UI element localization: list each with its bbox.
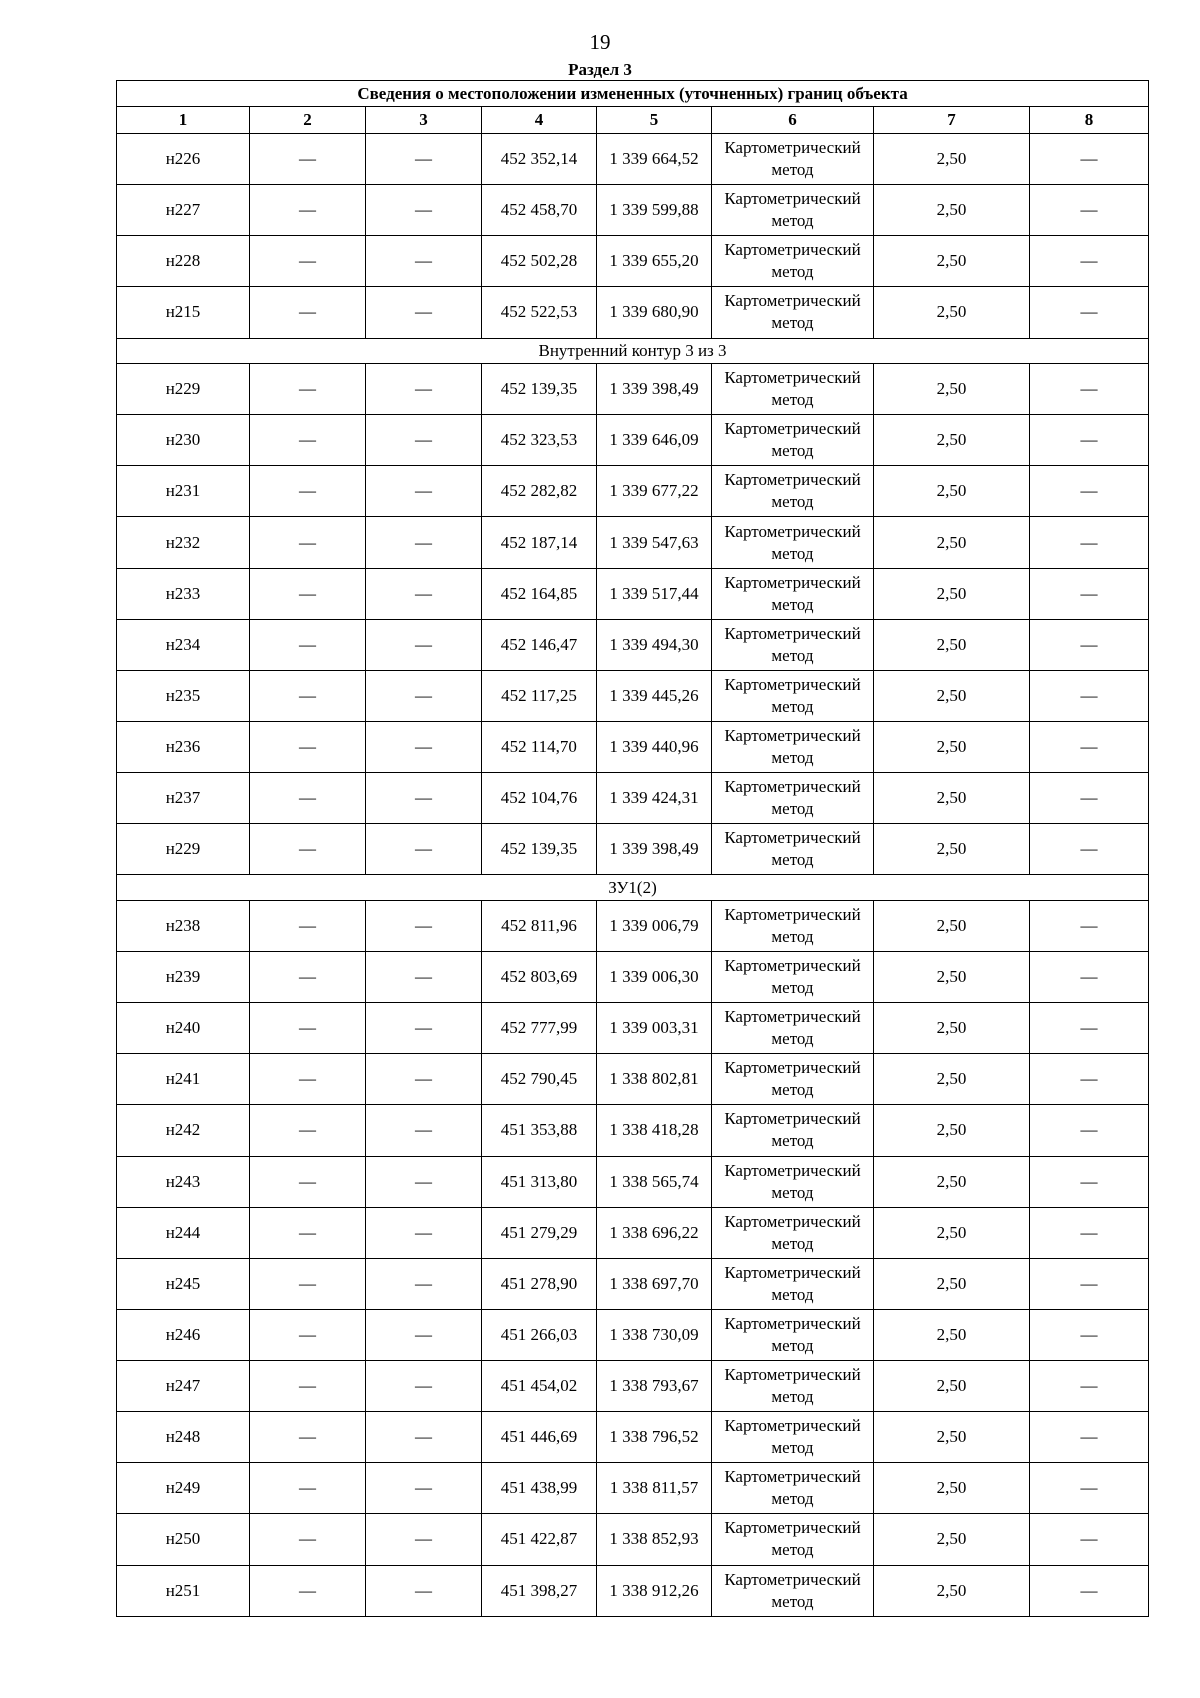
dash-cell: — <box>1030 517 1149 568</box>
precision-cell: 2,50 <box>874 1361 1030 1412</box>
point-name-cell: н242 <box>117 1105 250 1156</box>
dash-cell: — <box>366 1463 482 1514</box>
dash-cell: — <box>1030 1565 1149 1617</box>
dash-cell: — <box>250 185 366 236</box>
precision-cell: 2,50 <box>874 287 1030 338</box>
method-cell: Картометрический метод <box>712 185 874 236</box>
point-name-cell: н243 <box>117 1156 250 1207</box>
dash-cell: — <box>250 824 366 875</box>
method-cell: Картометрический метод <box>712 568 874 619</box>
x-coordinate-cell: 452 114,70 <box>482 721 597 772</box>
dash-cell: — <box>366 1207 482 1258</box>
x-coordinate-cell: 452 139,35 <box>482 824 597 875</box>
dash-cell: — <box>250 773 366 824</box>
dash-cell: — <box>1030 900 1149 951</box>
dash-cell: — <box>1030 721 1149 772</box>
x-coordinate-cell: 452 117,25 <box>482 670 597 721</box>
dash-cell: — <box>250 900 366 951</box>
dash-cell: — <box>250 1105 366 1156</box>
method-cell: Картометрический метод <box>712 364 874 415</box>
table-row <box>117 1463 1149 1514</box>
precision-cell: 2,50 <box>874 1412 1030 1463</box>
point-name-cell: н241 <box>117 1054 250 1105</box>
table-row <box>117 364 1149 415</box>
x-coordinate-cell: 452 164,85 <box>482 568 597 619</box>
point-name-cell: н237 <box>117 773 250 824</box>
y-coordinate-cell: 1 338 730,09 <box>597 1309 712 1360</box>
section-title: Раздел 3 <box>568 60 632 79</box>
x-coordinate-cell: 452 790,45 <box>482 1054 597 1105</box>
point-name-cell: н248 <box>117 1412 250 1463</box>
y-coordinate-cell: 1 339 003,31 <box>597 1003 712 1054</box>
column-header-row <box>117 107 1149 134</box>
dash-cell: — <box>366 1054 482 1105</box>
dash-cell: — <box>1030 773 1149 824</box>
table-row <box>117 721 1149 772</box>
point-name-cell: н249 <box>117 1463 250 1514</box>
precision-cell: 2,50 <box>874 1565 1030 1617</box>
dash-cell: — <box>366 900 482 951</box>
y-coordinate-cell: 1 339 006,30 <box>597 952 712 1003</box>
dash-cell: — <box>366 1412 482 1463</box>
dash-cell: — <box>1030 670 1149 721</box>
precision-cell: 2,50 <box>874 619 1030 670</box>
y-coordinate-cell: 1 338 802,81 <box>597 1054 712 1105</box>
method-cell: Картометрический метод <box>712 900 874 951</box>
dash-cell: — <box>250 1514 366 1565</box>
point-name-cell: н228 <box>117 236 250 287</box>
y-coordinate-cell: 1 339 006,79 <box>597 900 712 951</box>
column-header: 5 <box>597 107 712 134</box>
method-cell: Картометрический метод <box>712 670 874 721</box>
table-row <box>117 1105 1149 1156</box>
y-coordinate-cell: 1 339 424,31 <box>597 773 712 824</box>
dash-cell: — <box>1030 287 1149 338</box>
table-row <box>117 1412 1149 1463</box>
point-name-cell: н231 <box>117 466 250 517</box>
precision-cell: 2,50 <box>874 364 1030 415</box>
y-coordinate-cell: 1 338 697,70 <box>597 1258 712 1309</box>
precision-cell: 2,50 <box>874 1207 1030 1258</box>
page-number: 19 <box>589 30 611 54</box>
column-header: 7 <box>874 107 1030 134</box>
dash-cell: — <box>1030 619 1149 670</box>
dash-cell: — <box>1030 1207 1149 1258</box>
group-label: ЗУ1(2) <box>117 875 1149 901</box>
table-row <box>117 1003 1149 1054</box>
precision-cell: 2,50 <box>874 415 1030 466</box>
precision-cell: 2,50 <box>874 568 1030 619</box>
y-coordinate-cell: 1 339 646,09 <box>597 415 712 466</box>
table-row <box>117 1156 1149 1207</box>
precision-cell: 2,50 <box>874 1156 1030 1207</box>
method-cell: Картометрический метод <box>712 287 874 338</box>
point-name-cell: н234 <box>117 619 250 670</box>
x-coordinate-cell: 451 398,27 <box>482 1565 597 1617</box>
dash-cell: — <box>250 1054 366 1105</box>
method-cell: Картометрический метод <box>712 1463 874 1514</box>
precision-cell: 2,50 <box>874 1463 1030 1514</box>
point-name-cell: н251 <box>117 1565 250 1617</box>
method-cell: Картометрический метод <box>712 1412 874 1463</box>
x-coordinate-cell: 452 777,99 <box>482 1003 597 1054</box>
point-name-cell: н215 <box>117 287 250 338</box>
precision-cell: 2,50 <box>874 1309 1030 1360</box>
precision-cell: 2,50 <box>874 773 1030 824</box>
table-row <box>117 236 1149 287</box>
dash-cell: — <box>250 517 366 568</box>
table-row <box>117 824 1149 875</box>
dash-cell: — <box>366 466 482 517</box>
dash-cell: — <box>1030 1105 1149 1156</box>
point-name-cell: н230 <box>117 415 250 466</box>
x-coordinate-cell: 451 422,87 <box>482 1514 597 1565</box>
dash-cell: — <box>366 670 482 721</box>
precision-cell: 2,50 <box>874 134 1030 185</box>
dash-cell: — <box>250 568 366 619</box>
dash-cell: — <box>250 415 366 466</box>
table-row <box>117 517 1149 568</box>
point-name-cell: н235 <box>117 670 250 721</box>
column-header: 8 <box>1030 107 1149 134</box>
dash-cell: — <box>1030 1361 1149 1412</box>
x-coordinate-cell: 451 353,88 <box>482 1105 597 1156</box>
point-name-cell: н244 <box>117 1207 250 1258</box>
group-row <box>117 338 1149 364</box>
group-row <box>117 875 1149 901</box>
method-cell: Картометрический метод <box>712 1207 874 1258</box>
point-name-cell: н226 <box>117 134 250 185</box>
dash-cell: — <box>366 773 482 824</box>
table-row <box>117 466 1149 517</box>
point-name-cell: н246 <box>117 1309 250 1360</box>
dash-cell: — <box>366 1156 482 1207</box>
method-cell: Картометрический метод <box>712 1565 874 1617</box>
dash-cell: — <box>366 721 482 772</box>
dash-cell: — <box>366 1105 482 1156</box>
x-coordinate-cell: 452 803,69 <box>482 952 597 1003</box>
precision-cell: 2,50 <box>874 1105 1030 1156</box>
x-coordinate-cell: 451 278,90 <box>482 1258 597 1309</box>
precision-cell: 2,50 <box>874 670 1030 721</box>
x-coordinate-cell: 451 454,02 <box>482 1361 597 1412</box>
x-coordinate-cell: 451 438,99 <box>482 1463 597 1514</box>
method-cell: Картометрический метод <box>712 415 874 466</box>
dash-cell: — <box>250 1565 366 1617</box>
precision-cell: 2,50 <box>874 1514 1030 1565</box>
method-cell: Картометрический метод <box>712 236 874 287</box>
point-name-cell: н232 <box>117 517 250 568</box>
dash-cell: — <box>366 287 482 338</box>
table-row <box>117 952 1149 1003</box>
dash-cell: — <box>250 466 366 517</box>
y-coordinate-cell: 1 338 852,93 <box>597 1514 712 1565</box>
y-coordinate-cell: 1 339 664,52 <box>597 134 712 185</box>
precision-cell: 2,50 <box>874 466 1030 517</box>
table-row <box>117 900 1149 951</box>
precision-cell: 2,50 <box>874 1003 1030 1054</box>
point-name-cell: н233 <box>117 568 250 619</box>
table-row <box>117 670 1149 721</box>
dash-cell: — <box>366 1309 482 1360</box>
dash-cell: — <box>250 1309 366 1360</box>
dash-cell: — <box>250 287 366 338</box>
precision-cell: 2,50 <box>874 1054 1030 1105</box>
x-coordinate-cell: 451 279,29 <box>482 1207 597 1258</box>
y-coordinate-cell: 1 339 599,88 <box>597 185 712 236</box>
x-coordinate-cell: 452 502,28 <box>482 236 597 287</box>
dash-cell: — <box>1030 1412 1149 1463</box>
dash-cell: — <box>366 1565 482 1617</box>
dash-cell: — <box>1030 824 1149 875</box>
table-row <box>117 1054 1149 1105</box>
dash-cell: — <box>1030 1309 1149 1360</box>
point-name-cell: н238 <box>117 900 250 951</box>
method-cell: Картометрический метод <box>712 1105 874 1156</box>
x-coordinate-cell: 452 811,96 <box>482 900 597 951</box>
table-row <box>117 287 1149 338</box>
dash-cell: — <box>366 1003 482 1054</box>
y-coordinate-cell: 1 338 811,57 <box>597 1463 712 1514</box>
precision-cell: 2,50 <box>874 1258 1030 1309</box>
table-row <box>117 568 1149 619</box>
method-cell: Картометрический метод <box>712 1156 874 1207</box>
x-coordinate-cell: 451 266,03 <box>482 1309 597 1360</box>
x-coordinate-cell: 452 187,14 <box>482 517 597 568</box>
dash-cell: — <box>366 619 482 670</box>
y-coordinate-cell: 1 338 418,28 <box>597 1105 712 1156</box>
dash-cell: — <box>1030 1258 1149 1309</box>
method-cell: Картометрический метод <box>712 1361 874 1412</box>
x-coordinate-cell: 452 104,76 <box>482 773 597 824</box>
table-caption: Сведения о местоположении измененных (уточненных) границ объекта <box>117 81 1149 107</box>
table-row <box>117 1361 1149 1412</box>
x-coordinate-cell: 452 323,53 <box>482 415 597 466</box>
y-coordinate-cell: 1 339 655,20 <box>597 236 712 287</box>
method-cell: Картометрический метод <box>712 134 874 185</box>
table-row <box>117 1309 1149 1360</box>
method-cell: Картометрический метод <box>712 517 874 568</box>
method-cell: Картометрический метод <box>712 1258 874 1309</box>
table-row <box>117 134 1149 185</box>
group-label: Внутренний контур 3 из 3 <box>117 338 1149 364</box>
dash-cell: — <box>1030 364 1149 415</box>
point-name-cell: н250 <box>117 1514 250 1565</box>
point-name-cell: н245 <box>117 1258 250 1309</box>
dash-cell: — <box>1030 466 1149 517</box>
x-coordinate-cell: 451 446,69 <box>482 1412 597 1463</box>
point-name-cell: н240 <box>117 1003 250 1054</box>
dash-cell: — <box>366 1514 482 1565</box>
dash-cell: — <box>1030 1054 1149 1105</box>
dash-cell: — <box>366 1258 482 1309</box>
dash-cell: — <box>1030 415 1149 466</box>
dash-cell: — <box>1030 1514 1149 1565</box>
y-coordinate-cell: 1 338 793,67 <box>597 1361 712 1412</box>
table-row <box>117 1207 1149 1258</box>
table-row <box>117 619 1149 670</box>
precision-cell: 2,50 <box>874 517 1030 568</box>
dash-cell: — <box>1030 134 1149 185</box>
column-header: 4 <box>482 107 597 134</box>
dash-cell: — <box>250 1361 366 1412</box>
dash-cell: — <box>366 415 482 466</box>
method-cell: Картометрический метод <box>712 1514 874 1565</box>
table-row <box>117 1258 1149 1309</box>
precision-cell: 2,50 <box>874 824 1030 875</box>
column-header: 1 <box>117 107 250 134</box>
dash-cell: — <box>1030 1463 1149 1514</box>
dash-cell: — <box>250 1156 366 1207</box>
point-name-cell: н227 <box>117 185 250 236</box>
precision-cell: 2,50 <box>874 236 1030 287</box>
dash-cell: — <box>366 824 482 875</box>
dash-cell: — <box>250 1258 366 1309</box>
x-coordinate-cell: 452 146,47 <box>482 619 597 670</box>
y-coordinate-cell: 1 339 398,49 <box>597 364 712 415</box>
method-cell: Картометрический метод <box>712 1054 874 1105</box>
dash-cell: — <box>250 721 366 772</box>
dash-cell: — <box>250 364 366 415</box>
method-cell: Картометрический метод <box>712 619 874 670</box>
y-coordinate-cell: 1 339 445,26 <box>597 670 712 721</box>
x-coordinate-cell: 451 313,80 <box>482 1156 597 1207</box>
y-coordinate-cell: 1 339 517,44 <box>597 568 712 619</box>
method-cell: Картометрический метод <box>712 952 874 1003</box>
method-cell: Картометрический метод <box>712 466 874 517</box>
dash-cell: — <box>250 236 366 287</box>
x-coordinate-cell: 452 522,53 <box>482 287 597 338</box>
y-coordinate-cell: 1 338 796,52 <box>597 1412 712 1463</box>
dash-cell: — <box>366 236 482 287</box>
dash-cell: — <box>366 952 482 1003</box>
dash-cell: — <box>1030 1156 1149 1207</box>
x-coordinate-cell: 452 282,82 <box>482 466 597 517</box>
precision-cell: 2,50 <box>874 185 1030 236</box>
precision-cell: 2,50 <box>874 952 1030 1003</box>
dash-cell: — <box>1030 952 1149 1003</box>
table-row <box>117 1514 1149 1565</box>
method-cell: Картометрический метод <box>712 1309 874 1360</box>
dash-cell: — <box>250 1207 366 1258</box>
precision-cell: 2,50 <box>874 900 1030 951</box>
point-name-cell: н239 <box>117 952 250 1003</box>
dash-cell: — <box>250 1412 366 1463</box>
y-coordinate-cell: 1 338 696,22 <box>597 1207 712 1258</box>
dash-cell: — <box>366 134 482 185</box>
x-coordinate-cell: 452 458,70 <box>482 185 597 236</box>
dash-cell: — <box>250 619 366 670</box>
dash-cell: — <box>366 185 482 236</box>
x-coordinate-cell: 452 352,14 <box>482 134 597 185</box>
y-coordinate-cell: 1 339 680,90 <box>597 287 712 338</box>
table-row <box>117 1565 1149 1617</box>
table-row <box>117 185 1149 236</box>
precision-cell: 2,50 <box>874 721 1030 772</box>
dash-cell: — <box>250 134 366 185</box>
column-header: 3 <box>366 107 482 134</box>
y-coordinate-cell: 1 339 547,63 <box>597 517 712 568</box>
y-coordinate-cell: 1 339 398,49 <box>597 824 712 875</box>
method-cell: Картометрический метод <box>712 721 874 772</box>
y-coordinate-cell: 1 339 677,22 <box>597 466 712 517</box>
column-header: 2 <box>250 107 366 134</box>
dash-cell: — <box>250 670 366 721</box>
table-row <box>117 773 1149 824</box>
y-coordinate-cell: 1 339 494,30 <box>597 619 712 670</box>
coordinates-table <box>116 80 1149 1617</box>
column-header: 6 <box>712 107 874 134</box>
dash-cell: — <box>250 1463 366 1514</box>
y-coordinate-cell: 1 338 912,26 <box>597 1565 712 1617</box>
point-name-cell: н229 <box>117 364 250 415</box>
dash-cell: — <box>250 952 366 1003</box>
point-name-cell: н247 <box>117 1361 250 1412</box>
dash-cell: — <box>366 517 482 568</box>
point-name-cell: н236 <box>117 721 250 772</box>
dash-cell: — <box>1030 1003 1149 1054</box>
dash-cell: — <box>366 568 482 619</box>
method-cell: Картометрический метод <box>712 1003 874 1054</box>
y-coordinate-cell: 1 338 565,74 <box>597 1156 712 1207</box>
dash-cell: — <box>366 364 482 415</box>
y-coordinate-cell: 1 339 440,96 <box>597 721 712 772</box>
dash-cell: — <box>250 1003 366 1054</box>
dash-cell: — <box>366 1361 482 1412</box>
method-cell: Картометрический метод <box>712 773 874 824</box>
table-row <box>117 415 1149 466</box>
method-cell: Картометрический метод <box>712 824 874 875</box>
x-coordinate-cell: 452 139,35 <box>482 364 597 415</box>
dash-cell: — <box>1030 236 1149 287</box>
point-name-cell: н229 <box>117 824 250 875</box>
table-body <box>117 134 1149 1617</box>
dash-cell: — <box>1030 185 1149 236</box>
dash-cell: — <box>1030 568 1149 619</box>
